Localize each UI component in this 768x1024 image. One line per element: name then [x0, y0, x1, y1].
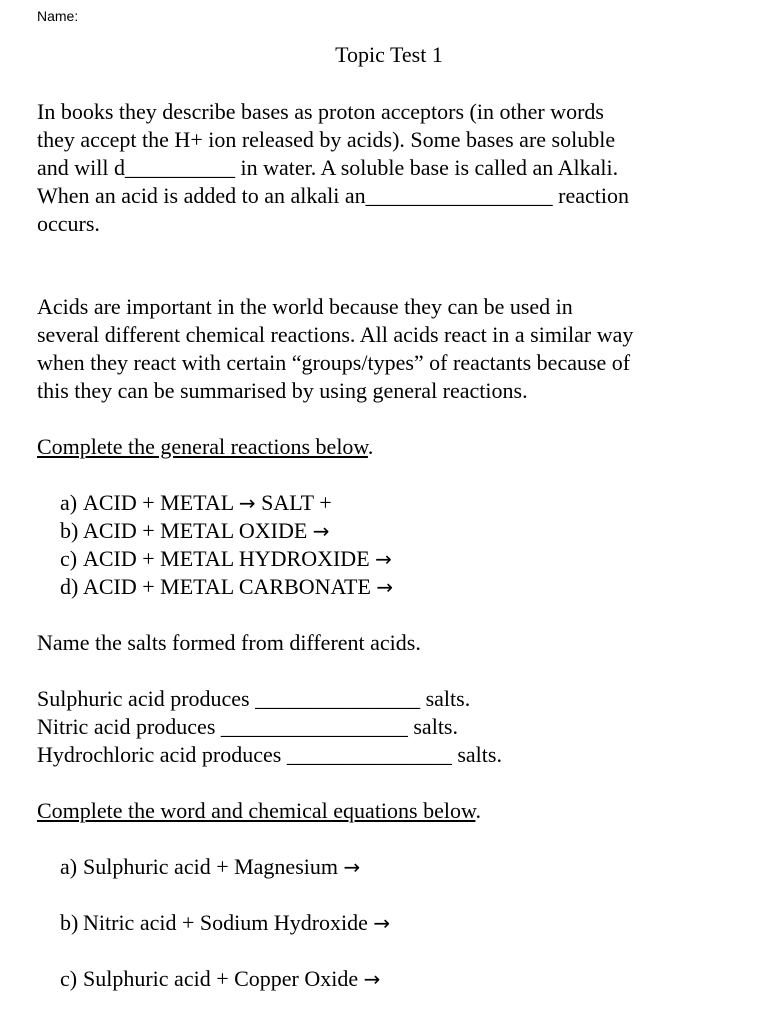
- general-reaction-d: [60, 573, 393, 601]
- equation-c: [60, 965, 380, 993]
- arrow-icon: →: [375, 547, 392, 571]
- item-label: c): [60, 966, 78, 991]
- intro-line-5: occurs.: [37, 211, 100, 236]
- arrow-icon: →: [312, 519, 330, 543]
- equations-heading-period: .: [475, 798, 481, 823]
- acids-line-2: several different chemical reactions. All acids react in a similar way: [37, 322, 634, 347]
- salt-line-nitric: Nitric acid produces _________________ salts.: [37, 714, 458, 739]
- equations-heading-text: Complete the word and chemical equations below: [37, 798, 476, 823]
- general-reaction-b: [60, 517, 330, 545]
- acids-paragraph: [37, 293, 742, 405]
- item-label: a): [60, 490, 78, 515]
- item-label: a): [60, 854, 78, 879]
- arrow-icon: →: [238, 491, 256, 515]
- arrow-icon: →: [343, 855, 361, 879]
- equation-text: Nitric acid + Sodium Hydroxide: [83, 910, 374, 935]
- intro-line-3: and will d__________ in water. A soluble base is called an Alkali.: [37, 155, 619, 180]
- intro-line-2: they accept the H+ ion released by acids). Some bases are soluble: [37, 127, 616, 152]
- general-heading-text: Complete the general reactions below: [37, 434, 368, 459]
- acids-line-4: this they can be summarised by using general reactions.: [37, 378, 528, 403]
- acids-line-1: Acids are important in the world because they can be used in: [37, 294, 573, 319]
- reaction-text: ACID + METAL HYDROXIDE: [83, 546, 376, 571]
- name-label: Name:: [37, 8, 79, 24]
- reaction-text: ACID + METAL CARBONATE: [83, 574, 377, 599]
- salt-line-hydrochloric: Hydrochloric acid produces _______________ salts.: [37, 742, 502, 767]
- intro-line-4: When an acid is added to an alkali an_________________ reaction: [37, 183, 629, 208]
- equations-heading: [37, 797, 481, 825]
- reaction-text: ACID + METAL OXIDE: [83, 518, 313, 543]
- salt-line-sulphuric: Sulphuric acid produces _______________ salts.: [37, 686, 471, 711]
- acids-line-3: when they react with certain “groups/types” of reactants because of: [37, 350, 631, 375]
- reaction-product: SALT +: [255, 490, 332, 515]
- equation-b: [60, 909, 390, 937]
- item-label: c): [60, 546, 78, 571]
- item-label: b): [60, 518, 79, 543]
- general-heading-period: .: [367, 434, 374, 459]
- arrow-icon: →: [363, 967, 381, 991]
- reaction-text: ACID + METAL: [83, 490, 239, 515]
- page-title: Topic Test 1: [335, 42, 443, 67]
- intro-line-1: In books they describe bases as proton acceptors (in other words: [37, 99, 604, 124]
- equation-a: [60, 853, 360, 881]
- equation-text: Sulphuric acid + Magnesium: [83, 854, 344, 879]
- arrow-icon: →: [373, 911, 391, 935]
- item-label: b): [60, 910, 79, 935]
- arrow-icon: →: [376, 575, 394, 599]
- equation-text: Sulphuric acid + Copper Oxide: [83, 966, 364, 991]
- intro-paragraph: [37, 98, 742, 238]
- general-reaction-a: [60, 489, 332, 517]
- general-reactions-heading: [37, 433, 373, 461]
- salts-heading: Name the salts formed from different acids.: [37, 630, 421, 655]
- general-reaction-c: [60, 545, 392, 573]
- item-label: d): [60, 574, 79, 599]
